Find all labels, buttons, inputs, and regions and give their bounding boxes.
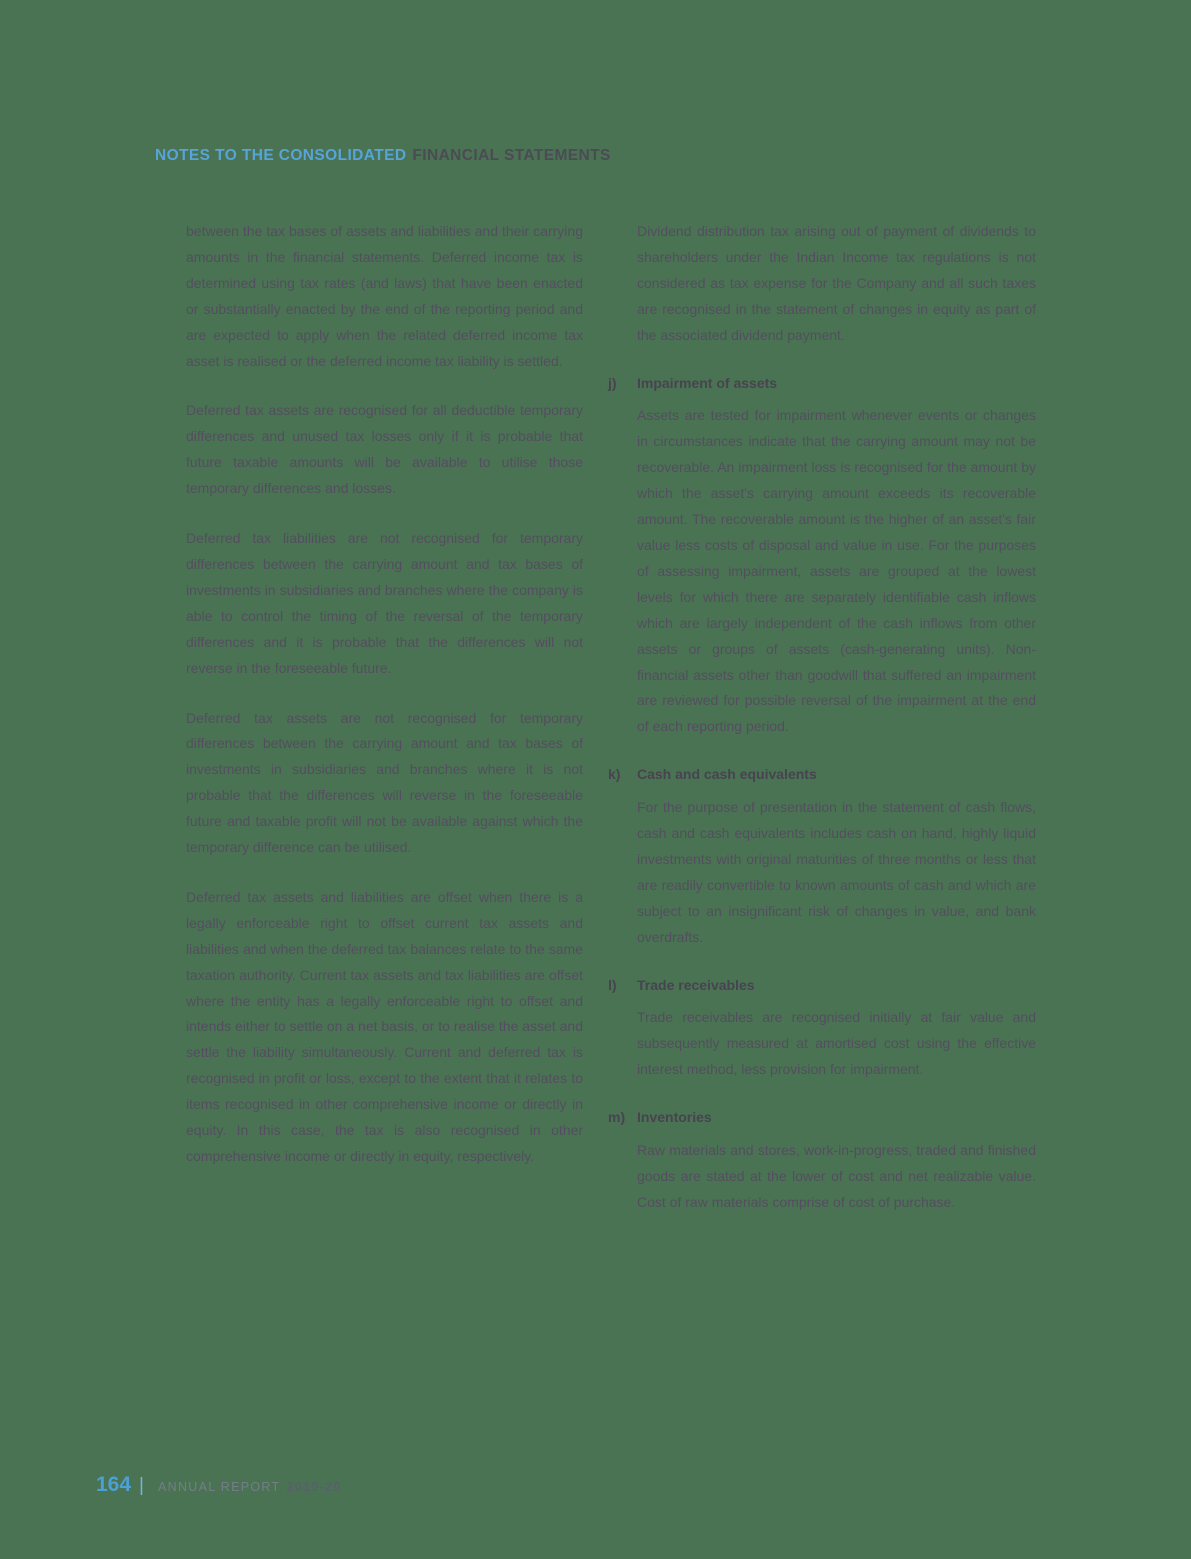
paragraph: Assets are tested for impairment whenever events or changes in circumstances indicate that the carrying amount may not be recoverable. An impairment loss is recognised for the amount by which the asset's carrying amount exceeds its recoverable amount. The recoverable amount is the higher of an asset's fair value less costs of disposal and value in use. For the purposes of assessing impairment, assets are grouped at the lowest levels for which there are separately identifiable cash inflows which are largely independent of the cash inflows from other assets or groups of assets (cash-generating units). Non-financial assets other than goodwill that suffered an impairment are reviewed for possible reversal of the impairment at the end of each reporting period. xyxy=(637,407,1036,735)
section xyxy=(608,973,1036,1084)
report-label: ANNUAL REPORT xyxy=(157,1480,281,1494)
paragraph: Dividend distribution tax arising out of payment of dividends to shareholders under the Indian Income tax regulations is not considered as tax expense for the Company and all such taxes are recognised in the statement of changes in equity as part of the associated dividend payment. xyxy=(637,223,1036,343)
footer-separator: | xyxy=(139,1475,144,1496)
section-heading: Impairment of assets xyxy=(637,374,778,391)
section-label: j) xyxy=(608,374,617,391)
section-label: k) xyxy=(608,766,621,783)
section-heading-row xyxy=(608,1105,1036,1131)
paragraph: Deferred tax assets are recognised for all deductible temporary differences and unused tax losses only if it is probable that future taxable amounts will be available to utilise those temporary differences and losses. xyxy=(186,402,583,497)
paragraph: Deferred tax assets are not recognised for temporary differences between the carrying amount and tax bases of investments in subsidiaries and branches where it is not probable that the differences will reverse in the foreseeable future and taxable profit will not be available against which the temporary difference can be utilised. xyxy=(186,709,583,856)
section xyxy=(608,762,1036,950)
section-heading: Trade receivables xyxy=(637,976,755,993)
section-heading: Inventories xyxy=(637,1109,712,1126)
paragraph: Trade receivables are recognised initially at fair value and subsequently measured at amortised cost using the effective interest method, less provision for impairment. xyxy=(637,1009,1036,1078)
paragraph: Deferred tax liabilities are not recognised for temporary differences between the carrying amount and tax bases of investments in subsidiaries and branches where the company is able to control the timing of the reversal of the temporary differences and it is probable that the differences will not reverse in the foreseeable future. xyxy=(186,530,583,676)
header-title-primary: NOTES TO THE CONSOLIDATED xyxy=(155,147,407,164)
report-period: 2019-20 xyxy=(286,1480,342,1494)
paragraph: between the tax bases of assets and liabilities and their carrying amounts in the financial statements. Deferred income tax is determined using tax rates (and laws) that have been enacted or substantially enacted by the end of the reporting period and are expected to apply when the related deferred income tax asset is realised or the deferred income tax liability is settled. xyxy=(186,223,583,369)
header-title-secondary: FINANCIAL STATEMENTS xyxy=(412,147,611,164)
section-heading-row xyxy=(608,762,1036,788)
left-column xyxy=(186,219,583,1170)
paragraph: For the purpose of presentation in the statement of cash flows, cash and cash equivalents includes cash on hand, highly liquid investments with original maturities of three months or less that are readily convertible to known amounts of cash and which are subject to an insignificant risk of changes in value, and bank overdrafts. xyxy=(637,799,1036,945)
page-header xyxy=(155,147,611,165)
section xyxy=(608,219,1036,349)
page-footer xyxy=(96,1473,341,1497)
section-heading-row xyxy=(608,973,1036,999)
paragraph: Raw materials and stores, work-in-progress, traded and finished goods are stated at the lower of cost and net realizable value. Cost of raw materials comprise of cost of purchase. xyxy=(637,1142,1036,1210)
section-heading-row xyxy=(608,371,1036,397)
section-label: m) xyxy=(608,1109,626,1126)
section-heading: Cash and cash equivalents xyxy=(637,766,817,783)
section-label: l) xyxy=(608,976,617,993)
paragraph: Deferred tax assets and liabilities are offset when there is a legally enforceable right to offset current tax assets and liabilities and when the deferred tax balances relate to the same taxation authority. Current tax assets and tax liabilities are offset where the entity has a legally enforceable right to offset and intends either to settle on a net basis, or to realise the asset and settle the liability simultaneously. Current and deferred tax is recognised in profit or loss, except to the extent that it relates to items recognised in other comprehensive income or directly in equity. In this case, the tax is also recognised in other comprehensive income or directly in equity, respectively. xyxy=(186,888,583,1164)
section xyxy=(608,1105,1036,1216)
right-column xyxy=(608,219,1036,1216)
section xyxy=(608,371,1036,741)
page-number: 164 xyxy=(96,1473,132,1496)
